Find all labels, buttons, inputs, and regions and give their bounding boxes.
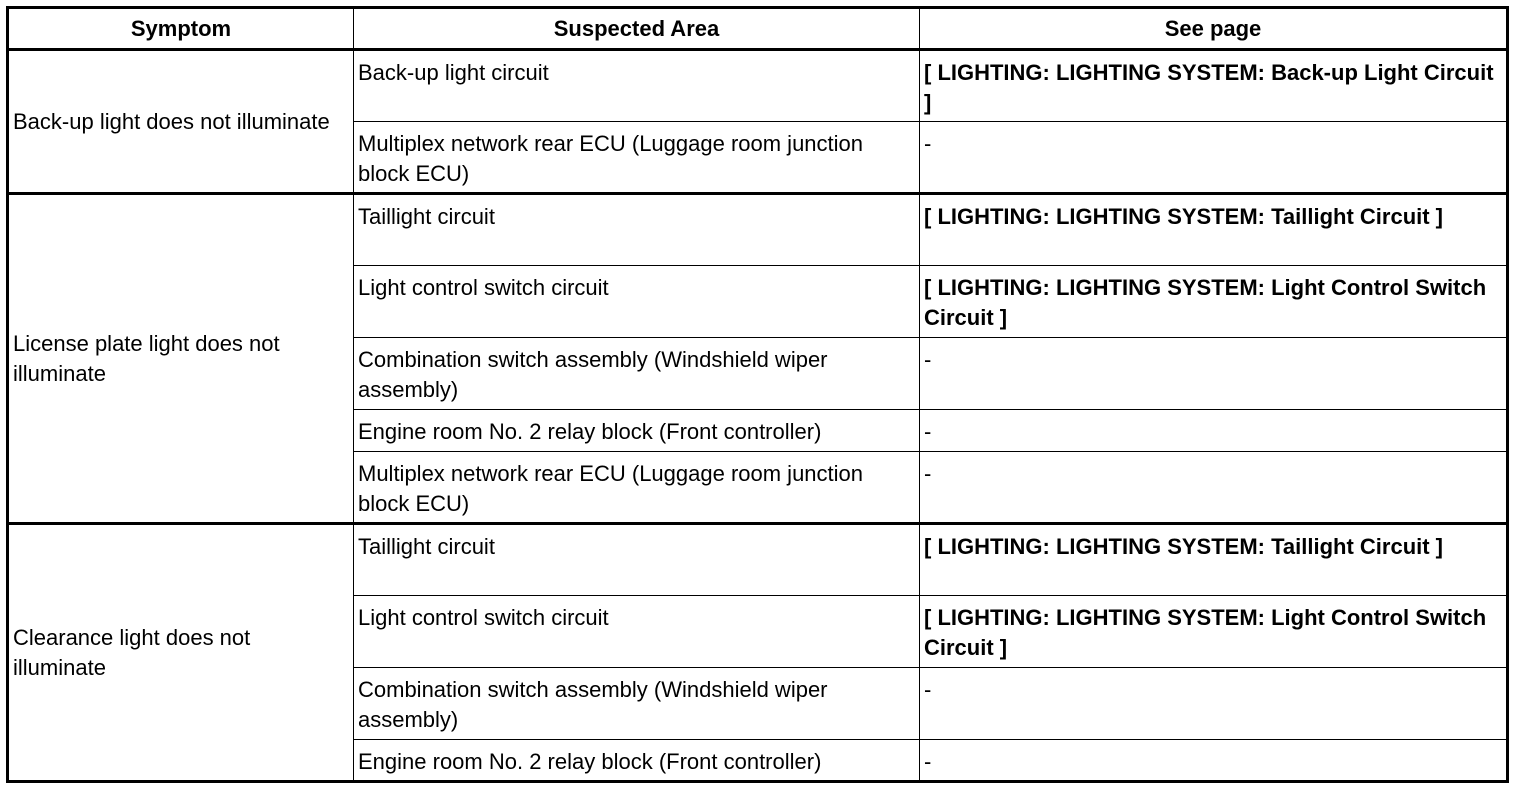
- suspected-area-cell: Combination switch assembly (Windshield wiper assembly): [354, 338, 920, 410]
- table-row: [8, 50, 1508, 122]
- symptom-cell: Back-up light does not illuminate: [8, 50, 354, 194]
- see-page-link[interactable]: [ LIGHTING: LIGHTING SYSTEM: Light Control Switch Circuit ]: [920, 266, 1508, 338]
- see-page-cell: -: [920, 122, 1508, 194]
- see-page-cell: -: [920, 452, 1508, 524]
- symptom-cell: License plate light does not illuminate: [8, 194, 354, 524]
- header-suspected-area: Suspected Area: [354, 8, 920, 50]
- suspected-area-cell: Multiplex network rear ECU (Luggage room junction block ECU): [354, 122, 920, 194]
- see-page-cell: -: [920, 410, 1508, 452]
- see-page-link[interactable]: [ LIGHTING: LIGHTING SYSTEM: Light Control Switch Circuit ]: [920, 596, 1508, 668]
- suspected-area-cell: Engine room No. 2 relay block (Front controller): [354, 740, 920, 782]
- suspected-area-cell: Multiplex network rear ECU (Luggage room junction block ECU): [354, 452, 920, 524]
- table-row: [8, 194, 1508, 266]
- suspected-area-cell: Taillight circuit: [354, 194, 920, 266]
- header-see-page: See page: [920, 8, 1508, 50]
- header-symptom: Symptom: [8, 8, 354, 50]
- header-row: [8, 8, 1508, 50]
- see-page-link[interactable]: [ LIGHTING: LIGHTING SYSTEM: Back-up Light Circuit ]: [920, 50, 1508, 122]
- suspected-area-cell: Light control switch circuit: [354, 266, 920, 338]
- suspected-area-cell: Engine room No. 2 relay block (Front controller): [354, 410, 920, 452]
- see-page-cell: -: [920, 668, 1508, 740]
- see-page-cell: -: [920, 740, 1508, 782]
- suspected-area-cell: Back-up light circuit: [354, 50, 920, 122]
- see-page-link[interactable]: [ LIGHTING: LIGHTING SYSTEM: Taillight Circuit ]: [920, 524, 1508, 596]
- diagnosis-table: [6, 6, 1509, 783]
- suspected-area-cell: Taillight circuit: [354, 524, 920, 596]
- table-row: [8, 524, 1508, 596]
- see-page-cell: -: [920, 338, 1508, 410]
- suspected-area-cell: Light control switch circuit: [354, 596, 920, 668]
- suspected-area-cell: Combination switch assembly (Windshield wiper assembly): [354, 668, 920, 740]
- see-page-link[interactable]: [ LIGHTING: LIGHTING SYSTEM: Taillight Circuit ]: [920, 194, 1508, 266]
- symptom-cell: Clearance light does not illuminate: [8, 524, 354, 782]
